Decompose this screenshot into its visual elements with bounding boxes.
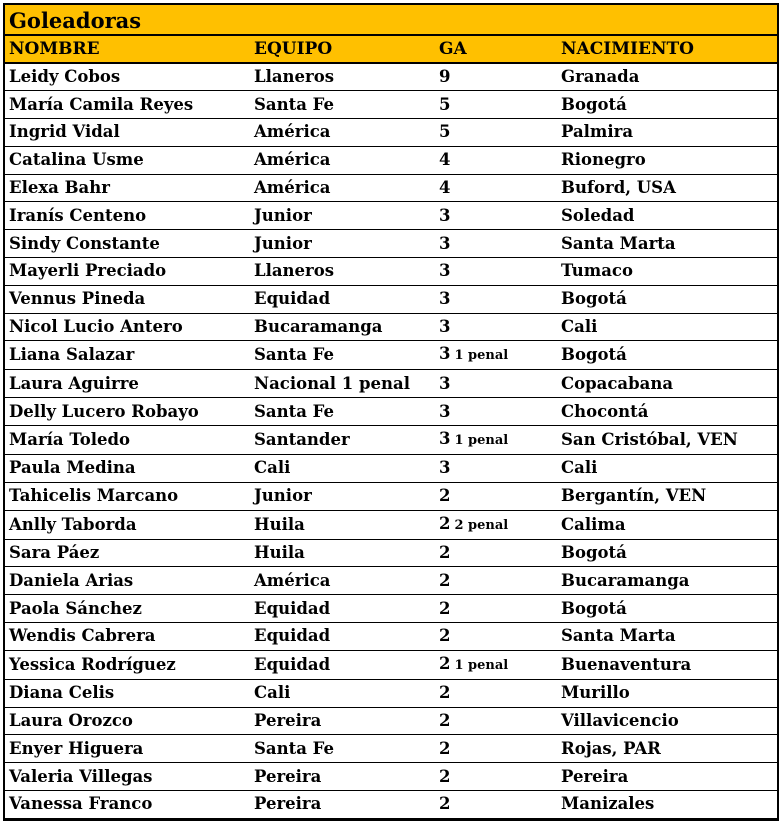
cell-nombre: Sindy Constante (9, 233, 160, 253)
ga-value: 2 (439, 513, 451, 533)
cell-ga (435, 763, 557, 791)
cell-ga (435, 707, 557, 735)
cell-nacimiento: Calima (561, 514, 626, 534)
ga-value: 2 (439, 543, 451, 563)
column-header-nombre: NOMBRE (5, 36, 250, 63)
cell-nacimiento: Villavicencio (561, 711, 679, 731)
cell-nombre: Enyer Higuera (9, 738, 144, 758)
cell-equipo: Junior (254, 486, 312, 506)
ga-value: 2 (439, 653, 451, 673)
cell-ga (435, 510, 557, 539)
cell-nombre: Paola Sánchez (9, 598, 142, 618)
cell-nombre: Liana Salazar (9, 345, 135, 365)
table-row (5, 763, 777, 791)
cell-nombre: Ingrid Vidal (9, 122, 120, 142)
cell-nacimiento: Cali (561, 317, 598, 337)
cell-nombre: Paula Medina (9, 458, 136, 478)
cell-nacimiento: Bogotá (561, 543, 627, 563)
cell-equipo: Llaneros (254, 261, 335, 281)
ga-value: 5 (439, 122, 451, 142)
ga-value: 3 (439, 401, 451, 421)
table-row (5, 341, 777, 370)
cell-equipo: Santa Fe (254, 94, 334, 114)
cell-equipo: Huila (254, 543, 305, 563)
cell-equipo: Santa Fe (254, 738, 334, 758)
cell-nacimiento: San Cristóbal, VEN (561, 430, 738, 450)
table-row (5, 567, 777, 595)
table-row (5, 455, 777, 483)
cell-nacimiento: Bucaramanga (561, 570, 690, 590)
cell-equipo: América (254, 122, 331, 142)
cell-nombre: María Camila Reyes (9, 94, 194, 114)
ga-value: 3 (439, 289, 451, 309)
cell-nacimiento: Rojas, PAR (561, 738, 661, 758)
cell-ga (435, 482, 557, 510)
ga-value: 2 (439, 598, 451, 618)
cell-nacimiento: Cali (561, 458, 598, 478)
ga-value: 2 (439, 766, 451, 786)
cell-nacimiento: Tumaco (561, 261, 633, 281)
cell-equipo: Cali (254, 683, 291, 703)
cell-nombre: Yessica Rodríguez (9, 654, 176, 674)
cell-ga (435, 539, 557, 567)
table-body (5, 63, 777, 818)
cell-equipo: Bucaramanga (254, 317, 383, 337)
cell-nombre: Wendis Cabrera (9, 626, 156, 646)
cell-ga (435, 91, 557, 119)
ga-value: 3 (439, 317, 451, 337)
cell-nombre: María Toledo (9, 430, 131, 450)
table-row (5, 791, 777, 819)
ga-penalty-note: 1 penal (454, 348, 509, 364)
table-row (5, 202, 777, 230)
table-row (5, 679, 777, 707)
cell-equipo: América (254, 570, 331, 590)
ga-value: 2 (439, 626, 451, 646)
ga-value: 2 (439, 794, 451, 814)
ga-value: 4 (439, 150, 451, 170)
cell-nacimiento: Buford, USA (561, 178, 676, 198)
cell-equipo: Equidad (254, 598, 331, 618)
cell-nombre: Leidy Cobos (9, 67, 121, 87)
table-row (5, 119, 777, 147)
table-row (5, 650, 777, 679)
cell-equipo: Santa Fe (254, 345, 334, 365)
cell-nacimiento: Murillo (561, 683, 630, 703)
cell-nacimiento: Buenaventura (561, 654, 692, 674)
cell-nombre: Daniela Arias (9, 570, 134, 590)
table-row (5, 510, 777, 539)
cell-nacimiento: Soledad (561, 205, 635, 225)
cell-ga (435, 623, 557, 651)
table-row (5, 623, 777, 651)
cell-nombre: Vennus Pineda (9, 289, 146, 309)
cell-equipo: Cali (254, 458, 291, 478)
cell-nombre: Laura Orozco (9, 711, 133, 731)
cell-ga (435, 285, 557, 313)
cell-nacimiento: Bogotá (561, 598, 627, 618)
ga-value: 2 (439, 711, 451, 731)
cell-nacimiento: Copacabana (561, 373, 674, 393)
cell-ga (435, 230, 557, 258)
cell-ga (435, 146, 557, 174)
cell-equipo: Equidad (254, 289, 331, 309)
cell-nombre: Valeria Villegas (9, 766, 153, 786)
table-row (5, 174, 777, 202)
cell-nombre: Iranís Centeno (9, 205, 147, 225)
column-header-nacimiento: NACIMIENTO (557, 36, 777, 63)
scorers-sheet (3, 3, 779, 821)
cell-ga (435, 455, 557, 483)
ga-value: 9 (439, 67, 451, 87)
sheet-title: Goleadoras (5, 5, 777, 36)
cell-ga (435, 313, 557, 341)
cell-nombre: Vanessa Franco (9, 794, 153, 814)
table-row (5, 735, 777, 763)
cell-equipo: América (254, 178, 331, 198)
ga-value: 2 (439, 570, 451, 590)
cell-ga (435, 650, 557, 679)
cell-ga (435, 426, 557, 455)
table-row (5, 398, 777, 426)
cell-ga (435, 791, 557, 819)
cell-equipo: Pereira (254, 766, 322, 786)
cell-nombre: Sara Páez (9, 543, 100, 563)
cell-equipo: América (254, 150, 331, 170)
table-row (5, 426, 777, 455)
cell-nacimiento: Bergantín, VEN (561, 486, 707, 506)
cell-ga (435, 202, 557, 230)
cell-equipo: Santa Fe (254, 401, 334, 421)
table-row (5, 258, 777, 286)
ga-value: 3 (439, 458, 451, 478)
cell-equipo: Junior (254, 233, 312, 253)
column-header-equipo: EQUIPO (250, 36, 435, 63)
cell-equipo: Equidad (254, 626, 331, 646)
ga-value: 5 (439, 94, 451, 114)
cell-equipo: Huila (254, 514, 305, 534)
ga-value: 3 (439, 233, 451, 253)
cell-nombre: Catalina Usme (9, 150, 144, 170)
table-row (5, 91, 777, 119)
cell-ga (435, 370, 557, 398)
table-row (5, 146, 777, 174)
ga-value: 4 (439, 178, 451, 198)
cell-ga (435, 567, 557, 595)
cell-nacimiento: Chocontá (561, 401, 649, 421)
cell-ga (435, 119, 557, 147)
table-header (5, 36, 777, 63)
cell-nombre: Delly Lucero Robayo (9, 401, 199, 421)
cell-equipo: Junior (254, 205, 312, 225)
cell-nacimiento: Santa Marta (561, 233, 676, 253)
table-row (5, 370, 777, 398)
ga-penalty-note: 1 penal (454, 433, 509, 449)
cell-ga (435, 63, 557, 91)
ga-value: 3 (439, 344, 451, 364)
table-row (5, 482, 777, 510)
cell-nacimiento: Manizales (561, 794, 655, 814)
scorers-table (5, 36, 777, 819)
ga-penalty-note: 2 penal (454, 517, 509, 533)
cell-equipo: Llaneros (254, 67, 335, 87)
cell-ga (435, 258, 557, 286)
cell-nacimiento: Palmira (561, 122, 634, 142)
table-row (5, 595, 777, 623)
ga-value: 2 (439, 486, 451, 506)
header-row (5, 36, 777, 63)
ga-value: 3 (439, 429, 451, 449)
column-header-ga: GA (435, 36, 557, 63)
cell-ga (435, 398, 557, 426)
table-row (5, 539, 777, 567)
cell-nacimiento: Bogotá (561, 94, 627, 114)
ga-penalty-note: 1 penal (454, 657, 509, 673)
ga-value: 3 (439, 205, 451, 225)
table-row (5, 707, 777, 735)
cell-ga (435, 735, 557, 763)
table-row (5, 285, 777, 313)
cell-nacimiento: Bogotá (561, 289, 627, 309)
table-row (5, 313, 777, 341)
table-row (5, 63, 777, 91)
cell-ga (435, 341, 557, 370)
cell-nombre: Anlly Taborda (9, 514, 137, 534)
ga-value: 2 (439, 683, 451, 703)
cell-ga (435, 595, 557, 623)
cell-nacimiento: Rionegro (561, 150, 646, 170)
cell-ga (435, 174, 557, 202)
cell-nacimiento: Granada (561, 67, 640, 87)
cell-nacimiento: Santa Marta (561, 626, 676, 646)
cell-nacimiento: Pereira (561, 766, 629, 786)
cell-equipo: Pereira (254, 711, 322, 731)
cell-equipo: Equidad (254, 654, 331, 674)
cell-equipo: Pereira (254, 794, 322, 814)
ga-value: 3 (439, 373, 451, 393)
cell-nombre: Laura Aguirre (9, 373, 139, 393)
cell-nombre: Elexa Bahr (9, 178, 110, 198)
cell-nombre: Nicol Lucio Antero (9, 317, 183, 337)
ga-value: 2 (439, 738, 451, 758)
ga-value: 3 (439, 261, 451, 281)
cell-nombre: Tahicelis Marcano (9, 486, 179, 506)
cell-ga (435, 679, 557, 707)
table-row (5, 230, 777, 258)
cell-equipo: Santander (254, 430, 350, 450)
cell-nombre: Diana Celis (9, 683, 115, 703)
cell-nombre: Mayerli Preciado (9, 261, 167, 281)
cell-nacimiento: Bogotá (561, 345, 627, 365)
cell-equipo: Nacional 1 penal (254, 373, 411, 393)
